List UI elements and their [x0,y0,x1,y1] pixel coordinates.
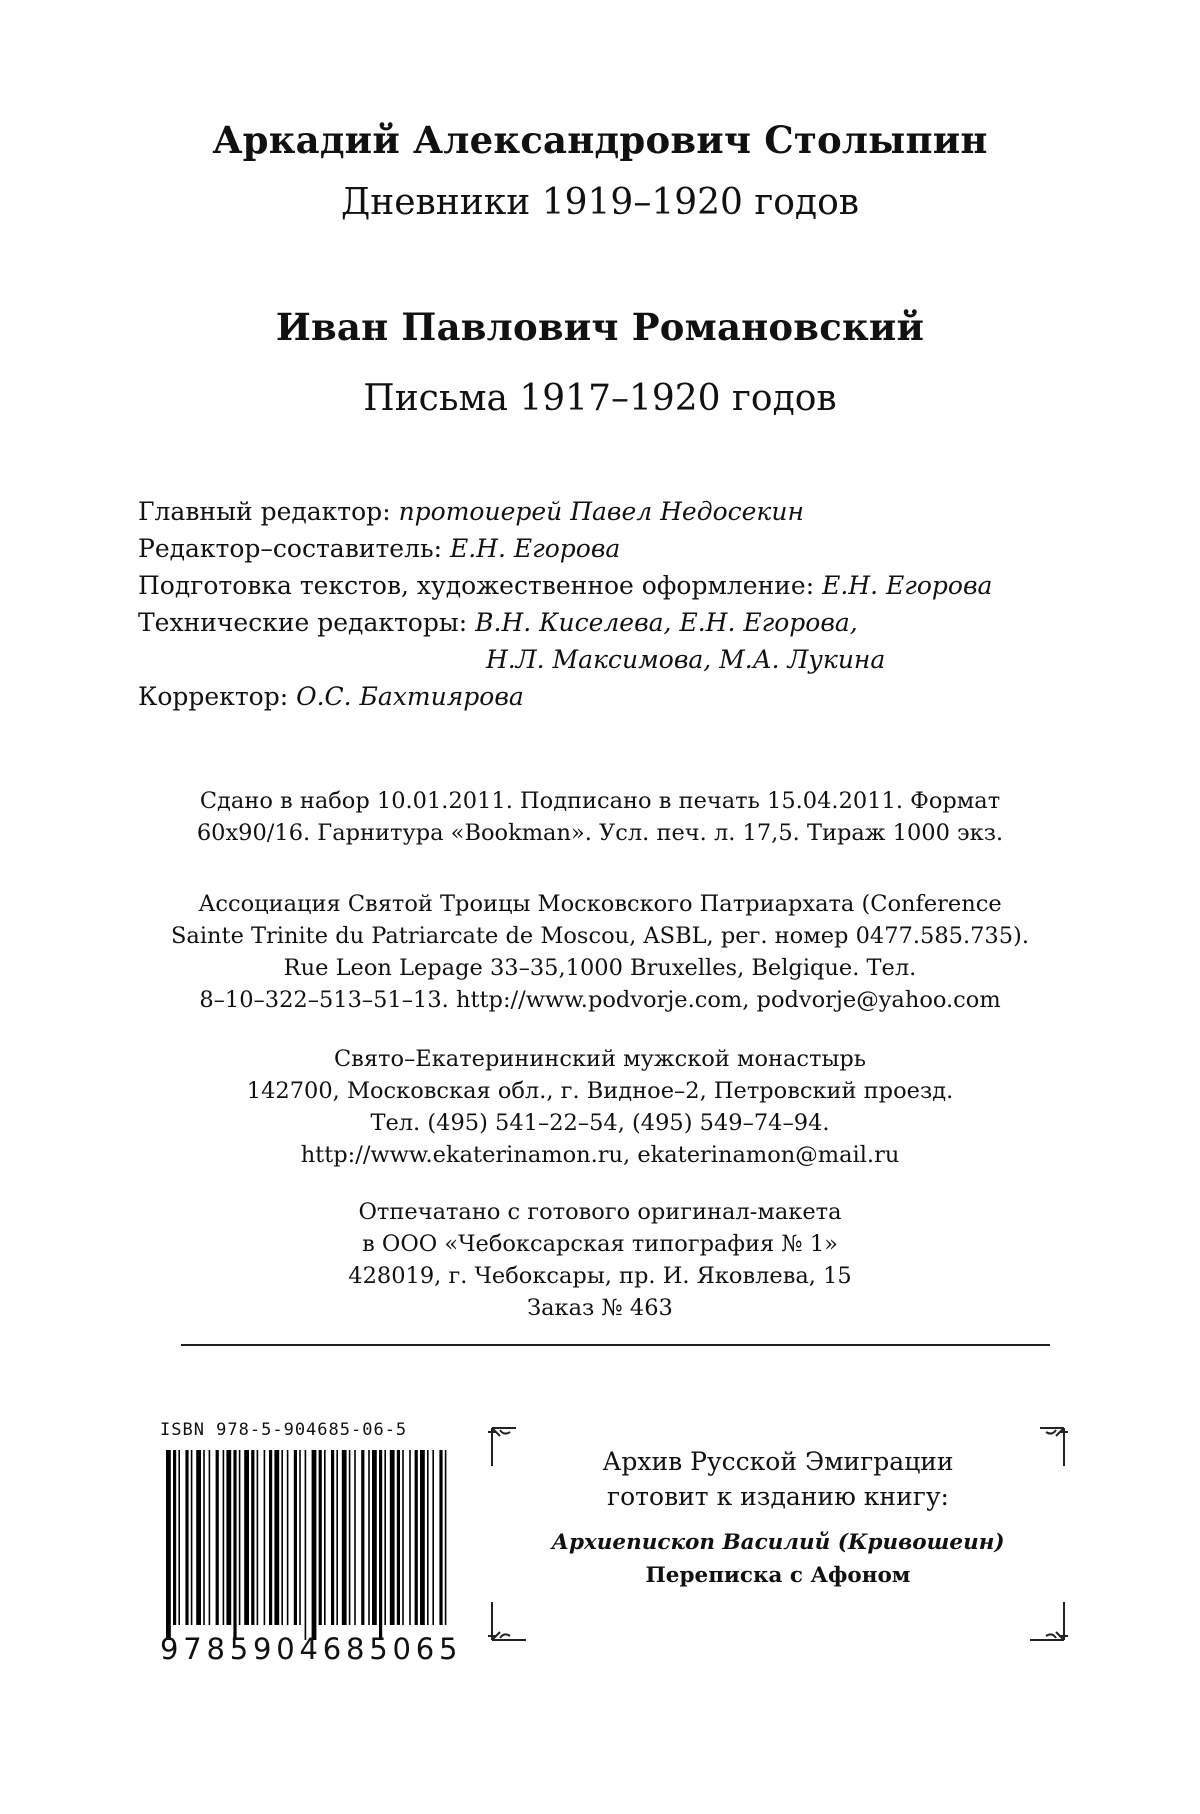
barcode-bar [251,1450,254,1625]
imprint-line: в ООО «Чебоксарская типография № 1» [362,1231,838,1257]
barcode-bar [390,1450,395,1625]
isbn-barcode [160,1420,463,1690]
barcode-bar [415,1450,418,1625]
imprint-line: 60x90/16. Гарнитура «Bookman». Усл. печ. л. 17,5. Тираж 1000 экз. [196,820,1004,846]
imprint-line: http://www.ekaterinamon.ru, ekaterinamon@mail.ru [300,1142,900,1168]
barcode-bar [166,1450,171,1640]
barcode-bar [257,1450,259,1625]
barcode-bar [244,1450,249,1625]
publisher-association [0,888,1200,1016]
credit-role: Корректор: [138,682,297,711]
imprint-line: Сдано в набор 10.01.2011. Подписано в печать 15.04.2011. Формат [199,788,1001,814]
imprint-line: 142700, Московская обл., г. Видное–2, Петровский проезд. [246,1078,954,1104]
barcode-bar [324,1450,326,1625]
work-title-2: Письма 1917–1920 годов [363,378,837,419]
credit-tech-editors [138,604,992,641]
barcode-bar [294,1450,297,1625]
barcode-bar [216,1450,219,1625]
divider-rule [181,1344,1050,1346]
barcode-bar [342,1450,347,1625]
barcode-bar [223,1450,225,1625]
barcode-bar [264,1450,266,1625]
credit-person: Е.Н. Егорова [822,571,993,600]
barcode-bar [354,1450,356,1625]
barcode-bar [191,1450,193,1625]
credit-person: протоиерей Павел Недосекин [398,497,804,526]
announcement-author: Архиепископ Василий (Кривошеин) [551,1530,1005,1555]
work-title-1: Дневники 1919–1920 годов [340,182,860,223]
credit-tech-editors-cont [138,641,992,678]
barcode-bar [427,1450,429,1625]
barcode-bar [420,1450,425,1625]
barcode-bar [331,1450,334,1625]
credit-person: Н.Л. Максимова, М.А. Лукина [486,645,886,674]
credit-proofreader [138,678,992,715]
barcode-bar [349,1450,351,1625]
barcode-bar [274,1450,279,1625]
barcode-bar [226,1450,231,1625]
barcode-bar [336,1450,338,1625]
credits-block [138,493,992,715]
credit-text-prep [138,567,992,604]
barcode-bar [233,1450,236,1640]
imprint-line: Свято–Екатерининский мужской монастырь [333,1046,867,1072]
corner-ornament-icon [486,1598,532,1644]
announcement-org [486,1444,1070,1514]
announcement-line: Архив Русской Эмиграции [602,1447,954,1476]
credit-person: О.С. Бахтиярова [296,682,524,711]
credit-compiler [138,530,992,567]
credit-chief-editor [138,493,992,530]
barcode-bar [203,1450,205,1625]
barcode-bar [173,1450,176,1625]
barcode-bar [287,1450,289,1625]
barcode-bar [312,1450,317,1640]
barcode-bar [361,1450,364,1625]
barcode-bar [432,1450,434,1625]
imprint-line: 428019, г. Чебоксары, пр. И. Яковлева, 15 [348,1263,852,1289]
barcode-bar [397,1450,400,1625]
barcode-bar [445,1450,447,1625]
announcement-box [486,1424,1070,1644]
barcode-bar [239,1450,241,1625]
barcode-bars-icon [164,1450,454,1640]
barcode-bar [185,1450,188,1625]
credit-role: Редактор–составитель: [138,534,450,563]
imprint-line: Тел. (495) 541–22–54, (495) 549–74–94. [370,1110,830,1136]
barcode-bar [319,1450,322,1625]
barcode-bar [178,1450,180,1625]
barcode-digits: 9785904685065 [160,1632,463,1666]
credit-role: Технические редакторы: [138,608,476,637]
imprint-line: 8–10–322–513–51–13. http://www.podvorje.com, podvorje@yahoo.com [199,987,1001,1013]
author-name-1: Аркадий Александрович Столыпин [212,118,988,162]
barcode-bar [305,1450,307,1640]
announcement-line: готовит к изданию книгу: [607,1482,949,1511]
barcode-bar [384,1450,386,1625]
barcode-bar [439,1450,442,1625]
imprint-line: Отпечатано с готового оригинал-макета [358,1199,842,1225]
barcode-bar [196,1450,201,1625]
typesetting-info [0,785,1200,849]
barcode-bar [368,1450,370,1625]
author-name-2: Иван Павлович Романовский [275,305,925,349]
announcement-title: Переписка с Афоном [645,1563,911,1588]
credit-role: Главный редактор: [138,497,399,526]
barcode-bar [409,1450,411,1625]
barcode-bar [372,1450,377,1625]
credit-person: В.Н. Киселева, Е.Н. Егорова, [475,608,858,637]
imprint-line: Sainte Trinite du Patriarcate de Moscou, ASBL, рег. номер 0477.585.735). [171,923,1029,949]
credit-role: Подготовка текстов, художественное оформление: [138,571,823,600]
barcode-bar [299,1450,301,1625]
printer-info [0,1196,1200,1324]
barcode-bar [269,1450,272,1625]
imprint-line: Ассоциация Святой Троицы Московского Патриархата (Conference [198,891,1002,917]
barcode-bar [379,1450,382,1640]
imprint-line: Rue Leon Lepage 33–35,1000 Bruxelles, Belgique. Тел. [283,955,917,981]
credit-person: Е.Н. Егорова [449,534,621,563]
barcode-bar [402,1450,404,1625]
isbn-label: ISBN 978-5-904685-06-5 [160,1420,408,1440]
corner-ornament-icon [1024,1598,1070,1644]
imprint-line: Заказ № 463 [527,1295,673,1321]
announcement-book [486,1526,1070,1592]
barcode-bar [209,1450,211,1625]
publisher-monastery [0,1043,1200,1171]
barcode-bar [281,1450,283,1625]
